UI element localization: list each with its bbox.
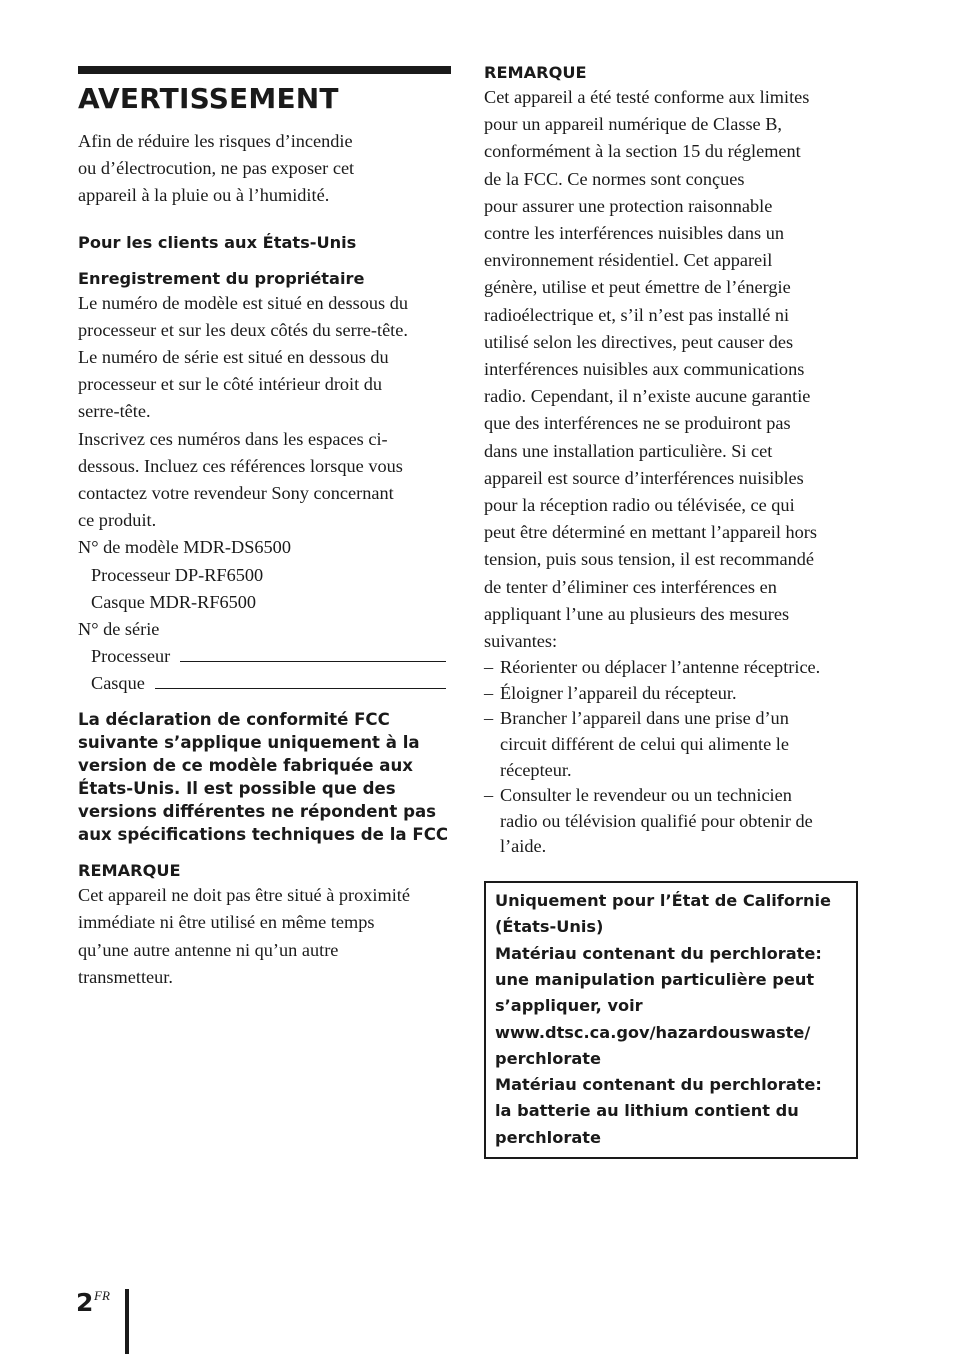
text-line: qu’une autre antenne ni qu’un autre: [78, 939, 339, 960]
text-line: appliquant l’une au plusieurs des mesures: [484, 603, 790, 624]
box-line: une manipulation particulière peut: [495, 969, 815, 989]
list-item-text: Éloigner l’appareil du récepteur.: [500, 682, 737, 703]
list-item: [484, 783, 858, 860]
title-rule: [78, 66, 451, 74]
text-line: utilisé selon les directives, peut causer des: [484, 331, 794, 352]
text-line: Le numéro de série est situé en dessous du: [78, 347, 389, 368]
text-line: interférences nuisibles aux communications: [484, 359, 805, 380]
serial-processor-label: Processeur: [91, 646, 171, 667]
text-line: contre les interférences nuisibles dans un: [484, 223, 785, 244]
text-line: Le numéro de modèle est situé en dessous du: [78, 292, 408, 313]
heading-line: suivante s’applique uniquement à la: [78, 732, 420, 752]
remark-heading: REMARQUE: [484, 63, 587, 82]
text-line: conformément à la section 15 du réglement: [484, 141, 801, 162]
text-line: de tenter d’éliminer ces interférences en: [484, 576, 777, 597]
measures-list: [484, 655, 858, 860]
right-column: [484, 61, 858, 1159]
box-line: Matériau contenant du perchlorate:: [495, 943, 822, 963]
owner-registration-text: [78, 290, 450, 698]
list-item: [484, 706, 858, 783]
box-line: perchlorate: [495, 1127, 601, 1147]
text-line: serre-tête.: [78, 401, 151, 422]
list-item-text: Réorienter ou déplacer l’antenne réceptrice.: [500, 657, 821, 678]
serial-processor-blank: [180, 644, 446, 662]
text-line: dessous. Incluez ces références lorsque vous: [78, 455, 403, 476]
text-line: Inscrivez ces numéros dans les espaces ci-: [78, 428, 388, 449]
text-line: processeur et sur le côté intérieur droit du: [78, 374, 383, 395]
list-item-text: Consulter le revendeur ou un technicien: [500, 785, 792, 806]
page-title: AVERTISSEMENT: [78, 82, 339, 115]
serial-headset-label: Casque: [91, 673, 145, 694]
text-line: suivantes:: [484, 631, 558, 652]
text-line: que des interférences ne se produiront pas: [484, 413, 791, 434]
us-customers-heading: Pour les clients aux États-Unis: [78, 232, 357, 252]
box-line: s’appliquer, voir: [495, 996, 643, 1016]
text-line: immédiate ni être utilisé en même temps: [78, 912, 375, 933]
text-line: appareil est source d’interférences nuisibles: [484, 467, 804, 488]
owner-registration-heading: Enregistrement du propriétaire: [78, 268, 365, 288]
page-number: 2: [76, 1288, 94, 1317]
list-item-text: récepteur.: [500, 759, 572, 780]
list-item-text: Brancher l’appareil dans une prise d’un: [500, 708, 789, 729]
heading-line: aux spécifications techniques de la FCC: [78, 825, 449, 845]
heading-line: La déclaration de conformité FCC: [78, 709, 390, 729]
dash-bullet: –: [484, 785, 494, 806]
page-footer: [76, 1288, 110, 1318]
text-line: contactez votre revendeur Sony concernant: [78, 483, 394, 504]
heading-line: version de ce modèle fabriquée aux: [78, 755, 413, 775]
text-line: ce produit.: [78, 510, 157, 531]
processor-model: Processeur DP-RF6500: [91, 564, 264, 585]
text-line: Cet appareil a été testé conforme aux limites: [484, 87, 810, 107]
headset-model: Casque MDR-RF6500: [91, 591, 257, 612]
list-item-text: l’aide.: [500, 836, 547, 857]
heading-line: États-Unis. Il est possible que des: [78, 778, 396, 798]
text-line: génère, utilise et peut émettre de l’énergie: [484, 277, 791, 298]
left-column: [78, 66, 450, 991]
serial-number-label: N° de série: [78, 619, 160, 640]
text-line: pour assurer une protection raisonnable: [484, 195, 773, 216]
list-item: [484, 655, 858, 681]
perchlorate-url: perchlorate: [495, 1048, 601, 1068]
text-line: peut être déterminé en mettant l’appareil hors: [484, 522, 817, 543]
remark-heading: REMARQUE: [78, 861, 181, 881]
dash-bullet: –: [484, 682, 494, 703]
serial-headset-blank: [155, 671, 446, 689]
box-line: Uniquement pour l’État de Californie: [495, 891, 831, 911]
intro-line: appareil à la pluie ou à l’humidité.: [78, 185, 330, 206]
intro-line: Afin de réduire les risques d’incendie: [78, 131, 353, 151]
intro-line: ou d’électrocution, ne pas exposer cet: [78, 158, 355, 179]
model-number-label: N° de modèle MDR-DS6500: [78, 537, 291, 558]
list-item-text: radio ou télévision qualifié pour obtenir de: [500, 810, 813, 831]
serial-processor-field: [78, 643, 450, 670]
california-perchlorate-box: [484, 881, 858, 1159]
footer-bar: [125, 1289, 129, 1354]
dash-bullet: –: [484, 657, 494, 678]
text-line: dans une installation particulière. Si cet: [484, 440, 773, 461]
serial-headset-field: [78, 670, 450, 697]
list-item: [484, 681, 858, 707]
box-line: Matériau contenant du perchlorate:: [495, 1075, 822, 1095]
text-line: de la FCC. Ce normes sont conçues: [484, 168, 745, 189]
text-line: tension, puis sous tension, il est recommandé: [484, 549, 815, 570]
text-line: Cet appareil ne doit pas être situé à proximité: [78, 885, 410, 906]
intro-paragraph: [78, 128, 450, 210]
box-line: (États-Unis): [495, 917, 604, 937]
text-line: pour la réception radio ou télévisée, ce qui: [484, 495, 795, 516]
text-line: transmetteur.: [78, 966, 173, 987]
heading-line: versions différentes ne répondent pas: [78, 802, 437, 822]
fcc-remark-text: [484, 84, 858, 655]
language-code: FR: [94, 1288, 110, 1303]
box-line: la batterie au lithium contient du: [495, 1101, 799, 1121]
perchlorate-url: www.dtsc.ca.gov/hazardouswaste/: [495, 1022, 811, 1042]
fcc-declaration-heading: [78, 708, 450, 847]
text-line: pour un appareil numérique de Classe B,: [484, 114, 783, 135]
text-line: environnement résidentiel. Cet appareil: [484, 250, 773, 271]
remark-text: [78, 882, 450, 991]
text-line: radioélectrique et, s’il n’est pas installé ni: [484, 304, 790, 325]
text-line: processeur et sur les deux côtés du serre-tête.: [78, 319, 408, 340]
text-line: radio. Cependant, il n’existe aucune garantie: [484, 386, 811, 407]
list-item-text: circuit différent de celui qui alimente le: [500, 734, 789, 755]
dash-bullet: –: [484, 708, 494, 729]
